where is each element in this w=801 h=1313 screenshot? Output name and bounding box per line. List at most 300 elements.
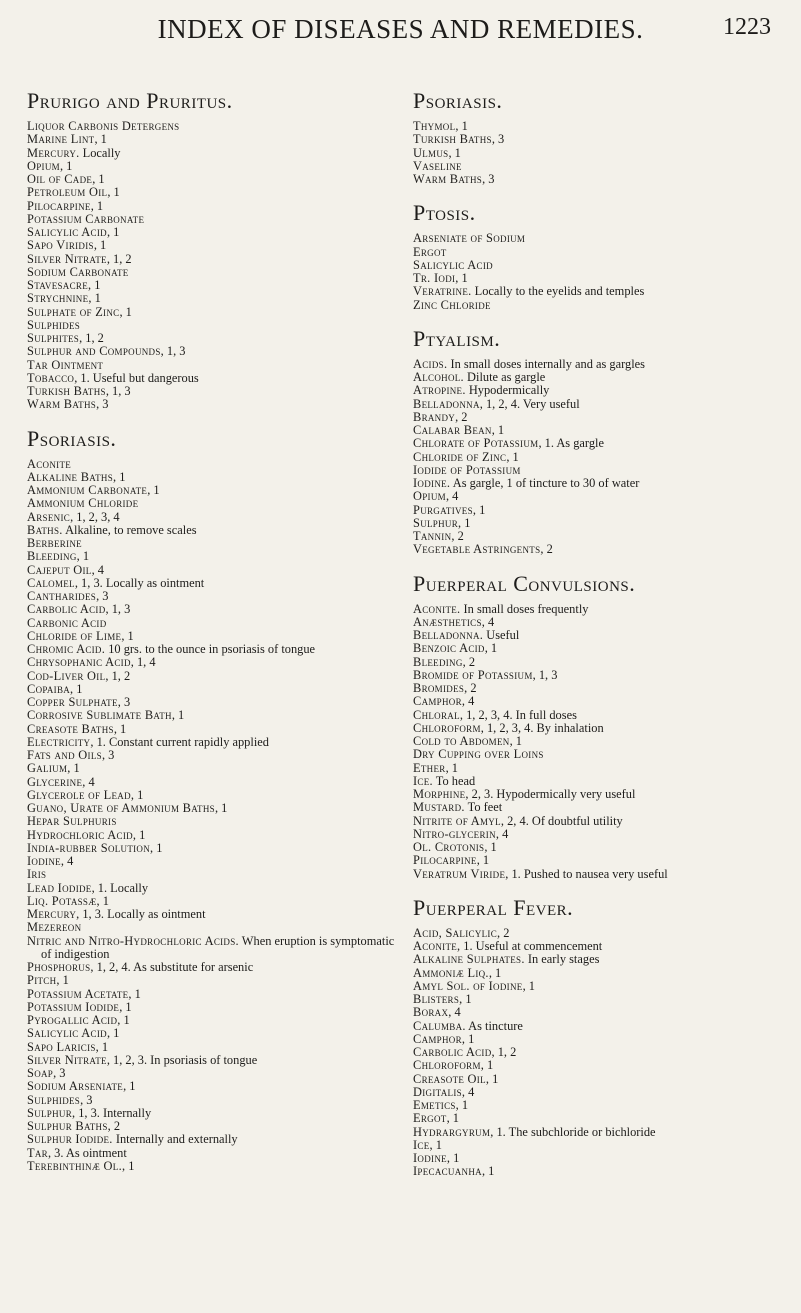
remedy-note: , 3 [491, 132, 505, 147]
remedy-note: , 1 [461, 1031, 475, 1046]
index-entry [413, 490, 788, 503]
remedy-name: Chromic Acid. [27, 642, 106, 656]
remedy-name: Chloroform [413, 720, 481, 735]
remedy-name: Veratrum Viride [413, 866, 506, 881]
remedy-name: Alkaline Baths [27, 469, 114, 484]
remedy-note: , 1 [94, 132, 107, 147]
section-heading: Psoriasis. [27, 425, 117, 451]
index-section [413, 88, 788, 186]
index-entry [27, 1014, 402, 1027]
index-entry [27, 173, 402, 186]
remedy-name: Ergot [413, 1111, 447, 1126]
remedy-note: , 1, 4 [130, 655, 156, 670]
remedy-note: , 1, 2, 4. As substitute for arsenic [90, 960, 254, 974]
remedy-name: Salicylic Acid [27, 1026, 107, 1041]
index-entry [413, 543, 788, 556]
remedy-name: Alcohol. [413, 370, 464, 384]
index-entry [27, 974, 402, 987]
remedy-note: , 1 [90, 198, 104, 213]
index-entry [413, 669, 788, 682]
remedy-name: Aconite [413, 939, 458, 953]
remedy-name: Cantharides [27, 589, 97, 603]
index-entry [27, 815, 402, 828]
remedy-name: Tar [27, 1145, 48, 1160]
remedy-name: Brandy [413, 409, 456, 424]
index-entry [413, 285, 788, 298]
remedy-note: , 3 [96, 589, 109, 603]
index-entry [413, 246, 788, 259]
remedy-name: Liquor Carbonis Detergens [27, 119, 180, 133]
index-entry [27, 398, 402, 411]
remedy-name: Vaseline [413, 158, 462, 173]
remedy-name: Glycerine [27, 774, 83, 789]
remedy-note: When eruption is symptomatic of indigestion [41, 933, 395, 961]
remedy-note: , 1, 3 [105, 384, 131, 398]
running-title: INDEX OF DISEASES AND REMEDIES. [157, 14, 644, 44]
remedy-name: Tr. Iodi [413, 271, 456, 285]
remedy-note: , 3. As ointment [47, 1145, 127, 1160]
remedy-note: , 2 [497, 925, 510, 940]
remedy-note: , 1 [128, 986, 141, 1001]
remedy-name: Mercury [27, 907, 77, 921]
remedy-name: Dry Cupping over Loins [413, 747, 544, 762]
index-entry [27, 988, 402, 1001]
remedy-name: Sapo Viridis [27, 238, 94, 253]
index-entry [413, 722, 788, 735]
remedy-note: , 1, 2, 3, 4 [70, 509, 120, 524]
index-entry [27, 213, 402, 226]
remedy-note: , 2 [107, 1119, 121, 1133]
index-entry [413, 358, 788, 371]
remedy-name: Iris [27, 867, 47, 882]
remedy-name: Mercury. [27, 145, 80, 160]
remedy-note: , 1 [455, 1098, 469, 1112]
index-section [413, 326, 788, 557]
index-section [413, 895, 788, 1179]
remedy-name: Sulphur [413, 515, 458, 530]
index-entry [413, 980, 788, 993]
remedy-name: Nitrite of Amyl [413, 813, 501, 828]
index-entry [27, 736, 402, 749]
index-entry [27, 1107, 402, 1120]
remedy-name: Belladonna. [413, 628, 484, 642]
remedy-note: , 1 [506, 449, 519, 464]
remedy-name: Potassium Acetate [27, 986, 129, 1001]
remedy-name: Copaiba [27, 681, 71, 696]
remedy-name: Opium [27, 158, 60, 173]
remedy-name: Strychnine [27, 291, 89, 306]
remedy-note: , 1 [488, 965, 502, 980]
index-entry [27, 226, 402, 239]
index-entry [27, 829, 402, 842]
remedy-note: , 1 [113, 469, 126, 484]
section-heading: Puerperal Convulsions. [413, 570, 636, 596]
remedy-name: Chlorate of Potassium [413, 436, 539, 451]
remedy-note: , 1 [480, 1058, 494, 1073]
index-entry [413, 854, 788, 867]
remedy-note: Hypodermically [465, 383, 550, 398]
remedy-name: Chrysophanic Acid [27, 655, 131, 670]
remedy-name: Terebinthinæ Ol. [27, 1158, 123, 1173]
index-entry [27, 643, 402, 656]
index-entry [27, 1147, 402, 1160]
remedy-name: Cajeput Oil [27, 562, 92, 577]
remedy-name: Sulphides [27, 1092, 81, 1107]
remedy-name: Glycerole of Lead [27, 787, 131, 802]
index-entry [27, 511, 402, 524]
remedy-note: , 1. Useful but dangerous [74, 370, 199, 385]
remedy-name: Galium [27, 761, 68, 776]
remedy-note: To feet [464, 800, 503, 815]
index-entry [413, 828, 788, 841]
index-entry [413, 709, 788, 722]
remedy-name: Ammonium Carbonate [27, 483, 148, 497]
remedy-name: Salicylic Acid [413, 257, 493, 272]
index-entry [413, 868, 788, 881]
remedy-name: Ol. Crotonis [413, 840, 485, 854]
index-entry [27, 200, 402, 213]
remedy-note: Locally [79, 145, 121, 160]
remedy-name: Liq. Potassæ [27, 893, 97, 908]
remedy-name: Chloride of Lime [27, 628, 122, 643]
remedy-note: To head [432, 773, 476, 788]
remedy-name: Sodium Arseniate [27, 1079, 124, 1094]
remedy-note: , 1 [455, 271, 468, 285]
index-entry [27, 471, 402, 484]
section-heading: Ptyalism. [413, 325, 501, 351]
index-section [413, 571, 788, 881]
remedy-note: , 1, 3. Locally as ointment [74, 575, 205, 590]
index-entry [413, 616, 788, 629]
index-entry [413, 120, 788, 133]
remedy-name: Hepar Sulphuris [27, 814, 117, 829]
index-entry [413, 748, 788, 761]
index-entry [413, 682, 788, 695]
remedy-name: Atropine. [413, 383, 466, 398]
index-entry [413, 775, 788, 788]
index-entry [413, 1126, 788, 1139]
index-entry [413, 993, 788, 1006]
index-entry [27, 842, 402, 855]
remedy-name: Anæsthetics [413, 614, 482, 629]
remedy-name: Arsenic [27, 509, 71, 524]
remedy-name: Carbolic Acid [413, 1045, 492, 1059]
remedy-name: Creasote Baths [27, 721, 114, 736]
index-entry [413, 451, 788, 464]
remedy-name: Bleeding [413, 654, 463, 669]
remedy-name: Borax [413, 1005, 449, 1020]
index-entry [413, 735, 788, 748]
remedy-name: Potassium Iodide [27, 999, 120, 1014]
remedy-name: Pilocarpine [27, 198, 91, 213]
section-heading: Prurigo and Pruritus. [27, 88, 233, 113]
remedy-note: , 1 [67, 761, 80, 776]
remedy-note: , 1 [123, 1079, 136, 1094]
remedy-note: , 2 [462, 654, 476, 669]
remedy-note: , 1, 2, 3, 4. By inhalation [480, 720, 604, 735]
remedy-name: Sulphur Iodide. [27, 1132, 113, 1147]
remedy-note: , 1. As gargle [538, 436, 604, 451]
remedy-note: , 1. Constant current rapidly applied [90, 734, 269, 749]
remedy-name: Creasote Oil [413, 1071, 486, 1086]
index-entry [27, 1041, 402, 1054]
remedy-note: , 1. The subchloride or bichloride [490, 1124, 656, 1139]
remedy-name: Aconite. [413, 601, 461, 616]
remedy-note: , 4 [445, 489, 459, 504]
remedy-name: Warm Baths [27, 397, 97, 412]
remedy-name: Sulphur and Compounds [27, 344, 161, 359]
index-entry [413, 504, 788, 517]
remedy-name: Zinc Chloride [413, 297, 491, 312]
remedy-note: , 1. Pushed to nausea very useful [505, 866, 668, 881]
remedy-name: Sulphur Baths [27, 1119, 108, 1133]
remedy-note: , 1 [509, 734, 522, 748]
index-section [413, 200, 788, 312]
remedy-note: , 1 [429, 1137, 442, 1152]
index-entry [413, 1059, 788, 1072]
index-entry [413, 398, 788, 411]
remedy-name: Sulphites [27, 331, 80, 345]
index-entry [27, 484, 402, 497]
index-entry [27, 1160, 402, 1173]
remedy-note: , 1 [458, 515, 471, 530]
remedy-name: Pyrogallic Acid [27, 1013, 118, 1027]
index-entry [27, 279, 402, 292]
page-number: 1223 [723, 14, 771, 40]
index-entry [413, 841, 788, 854]
remedy-name: Stavesacre [27, 278, 89, 292]
index-entry [27, 670, 402, 683]
remedy-note: , 1 [117, 1013, 130, 1027]
remedy-name: Oil of Cade [27, 172, 93, 186]
remedy-note: As gargle, 1 of tincture to 30 of water [450, 476, 640, 490]
remedy-note: , 1 [132, 827, 146, 842]
remedy-note: , 4 [82, 774, 95, 789]
remedy-name: Blisters [413, 992, 460, 1006]
index-entry [413, 1020, 788, 1033]
remedy-name: Cold to Abdomen [413, 734, 510, 748]
remedy-name: Cod-Liver Oil [27, 668, 106, 683]
remedy-name: Nitric and Nitro-Hydrochloric Acids. [27, 933, 239, 948]
remedy-note: , 1 [113, 721, 127, 736]
section-heading: Ptosis. [413, 200, 476, 226]
remedy-name: Silver Nitrate [27, 251, 107, 266]
remedy-name: Ergot [413, 244, 447, 259]
remedy-name: Thymol [413, 119, 456, 133]
index-entry [413, 272, 788, 285]
index-entry [413, 953, 788, 966]
section-heading: Psoriasis. [413, 88, 503, 113]
index-entry [27, 332, 402, 345]
index-entry [27, 776, 402, 789]
index-entry [27, 789, 402, 802]
remedy-name: Chloride of Zinc [413, 449, 507, 464]
index-entry [413, 530, 788, 543]
remedy-note: , 1 [96, 893, 109, 908]
remedy-note: , 3 [101, 748, 115, 762]
remedy-note: , 4 [461, 1084, 475, 1099]
running-head [0, 14, 801, 54]
index-entry [27, 160, 402, 173]
remedy-name: Ulmus [413, 145, 449, 160]
index-entry [27, 882, 402, 895]
remedy-name: Arseniate of Sodium [413, 231, 526, 246]
remedy-note: , 1 [491, 423, 505, 437]
remedy-name: Opium [413, 489, 446, 504]
remedy-note: 10 grs. to the ounce in psoriasis of tongue [105, 642, 316, 656]
remedy-name: Aconite [27, 456, 72, 471]
index-entry [413, 424, 788, 437]
remedy-name: Sodium Carbonate [27, 264, 129, 279]
remedy-name: Turkish Baths [27, 384, 106, 398]
remedy-note: , 1 [121, 628, 134, 643]
remedy-name: Purgatives [413, 502, 473, 517]
index-entry [27, 147, 402, 160]
remedy-name: Soap [27, 1066, 54, 1080]
remedy-name: Warm Baths [413, 172, 483, 186]
remedy-note: , 1 [472, 502, 486, 517]
index-entry [27, 855, 402, 868]
remedy-note: , 1 [147, 483, 160, 497]
index-entry [27, 359, 402, 372]
remedy-note: , 1, 3. Internally [72, 1105, 152, 1120]
index-entry [413, 1112, 788, 1125]
remedy-note: In small doses frequently [460, 601, 589, 616]
remedy-name: Amyl Sol. of Iodine [413, 978, 523, 993]
remedy-name: Guano, Urate of Ammonium Baths [27, 801, 215, 815]
index-entry [413, 437, 788, 450]
index-entry [27, 921, 402, 934]
index-entry [27, 1027, 402, 1040]
remedy-note: , 2, 4. Of doubtful utility [500, 813, 623, 828]
remedy-note: , 1 [484, 641, 498, 656]
remedy-name: Nitro-glycerin [413, 826, 496, 841]
remedy-name: Ether [413, 760, 446, 775]
remedy-note: , 1 [59, 158, 73, 173]
remedy-name: Ice [413, 1137, 430, 1152]
index-entry [27, 723, 402, 736]
index-entry [27, 1094, 402, 1107]
index-entry [27, 550, 402, 563]
remedy-note: , 4 [495, 826, 509, 841]
remedy-note: , 2, 3. Hypodermically very useful [465, 787, 636, 801]
index-entry [27, 266, 402, 279]
index-section [27, 88, 402, 412]
remedy-note: , 1. Useful at commencement [457, 939, 603, 953]
index-entry [413, 384, 788, 397]
remedy-note: , 1, 3 [532, 667, 558, 682]
remedy-note: , 1 [476, 853, 490, 868]
index-entry [27, 372, 402, 385]
index-entry [27, 908, 402, 921]
remedy-name: Copper Sulphate [27, 695, 118, 709]
remedy-name: Acid, Salicylic [413, 925, 498, 940]
remedy-name: Corrosive Sublimate Bath [27, 708, 172, 723]
remedy-note: Internally and externally [112, 1132, 238, 1147]
index-entry [27, 603, 402, 616]
index-entry [27, 961, 402, 974]
remedy-name: Belladonna [413, 396, 480, 411]
index-entry [413, 927, 788, 940]
remedy-note: , 1 [481, 1164, 495, 1179]
index-entry [27, 292, 402, 305]
remedy-name: Tannin [413, 529, 452, 543]
index-entry [27, 683, 402, 696]
index-entry [27, 802, 402, 815]
remedy-name: Berberine [27, 536, 82, 550]
index-entry [27, 1067, 402, 1080]
index-entry [27, 458, 402, 471]
remedy-note: Dilute as gargle [463, 370, 546, 384]
remedy-note: , 1 [485, 1071, 499, 1086]
index-entry [413, 940, 788, 953]
remedy-note: , 4 [60, 854, 74, 868]
remedy-note: In early stages [524, 952, 600, 967]
remedy-note: , 1 [446, 1111, 459, 1126]
remedy-name: Lead Iodide [27, 880, 92, 895]
index-entry [413, 1046, 788, 1059]
remedy-name: Ammonium Chloride [27, 496, 139, 511]
remedy-note: , 1, 3 [105, 602, 131, 617]
index-entry [413, 1165, 788, 1178]
index-entry [27, 385, 402, 398]
remedy-name: Electricity [27, 734, 91, 749]
index-entry [413, 411, 788, 424]
index-entry [413, 642, 788, 655]
remedy-note: , 4 [461, 694, 475, 709]
index-entry [27, 935, 402, 962]
index-entry [27, 306, 402, 319]
index-entry [413, 517, 788, 530]
index-entry [413, 1086, 788, 1099]
remedy-name: Potassium Carbonate [27, 211, 145, 226]
remedy-note: , 2 [451, 529, 464, 543]
remedy-note: As tincture [465, 1018, 523, 1033]
index-entry [27, 564, 402, 577]
remedy-note: , 1, 2, 3, 4. In full doses [459, 707, 577, 722]
remedy-note: Alkaline, to remove scales [62, 522, 197, 537]
index-entry [413, 133, 788, 146]
remedy-note: , 1 [171, 708, 185, 723]
index-entry [27, 345, 402, 358]
index-entry [27, 537, 402, 550]
remedy-note: , 1 [150, 840, 163, 855]
remedy-note: , 1 [445, 760, 458, 775]
index-entry [27, 253, 402, 266]
remedy-name: Hydrochloric Acid [27, 827, 133, 842]
index-entry [27, 239, 402, 252]
remedy-note: , 1 [95, 1039, 109, 1054]
index-entry [27, 120, 402, 133]
remedy-name: Sulphate of Zinc [27, 304, 120, 319]
remedy-note: Locally to the eyelids and temples [471, 284, 645, 299]
index-entry [413, 629, 788, 642]
remedy-name: Fats and Oils [27, 748, 102, 762]
remedy-note: , 4 [448, 1005, 461, 1020]
index-entry [27, 577, 402, 590]
index-entry [413, 695, 788, 708]
remedy-name: Veratrine. [413, 284, 472, 299]
remedy-name: Sulphur [27, 1105, 72, 1120]
remedy-name: Tar Ointment [27, 357, 104, 372]
remedy-note: , 1 [122, 1158, 135, 1173]
remedy-name: Ipecacuanha [413, 1164, 482, 1179]
index-entry [27, 1001, 402, 1014]
right-column [413, 88, 788, 1193]
remedy-name: Morphine [413, 787, 466, 801]
remedy-note: , 2 [464, 681, 477, 695]
index-entry [27, 895, 402, 908]
